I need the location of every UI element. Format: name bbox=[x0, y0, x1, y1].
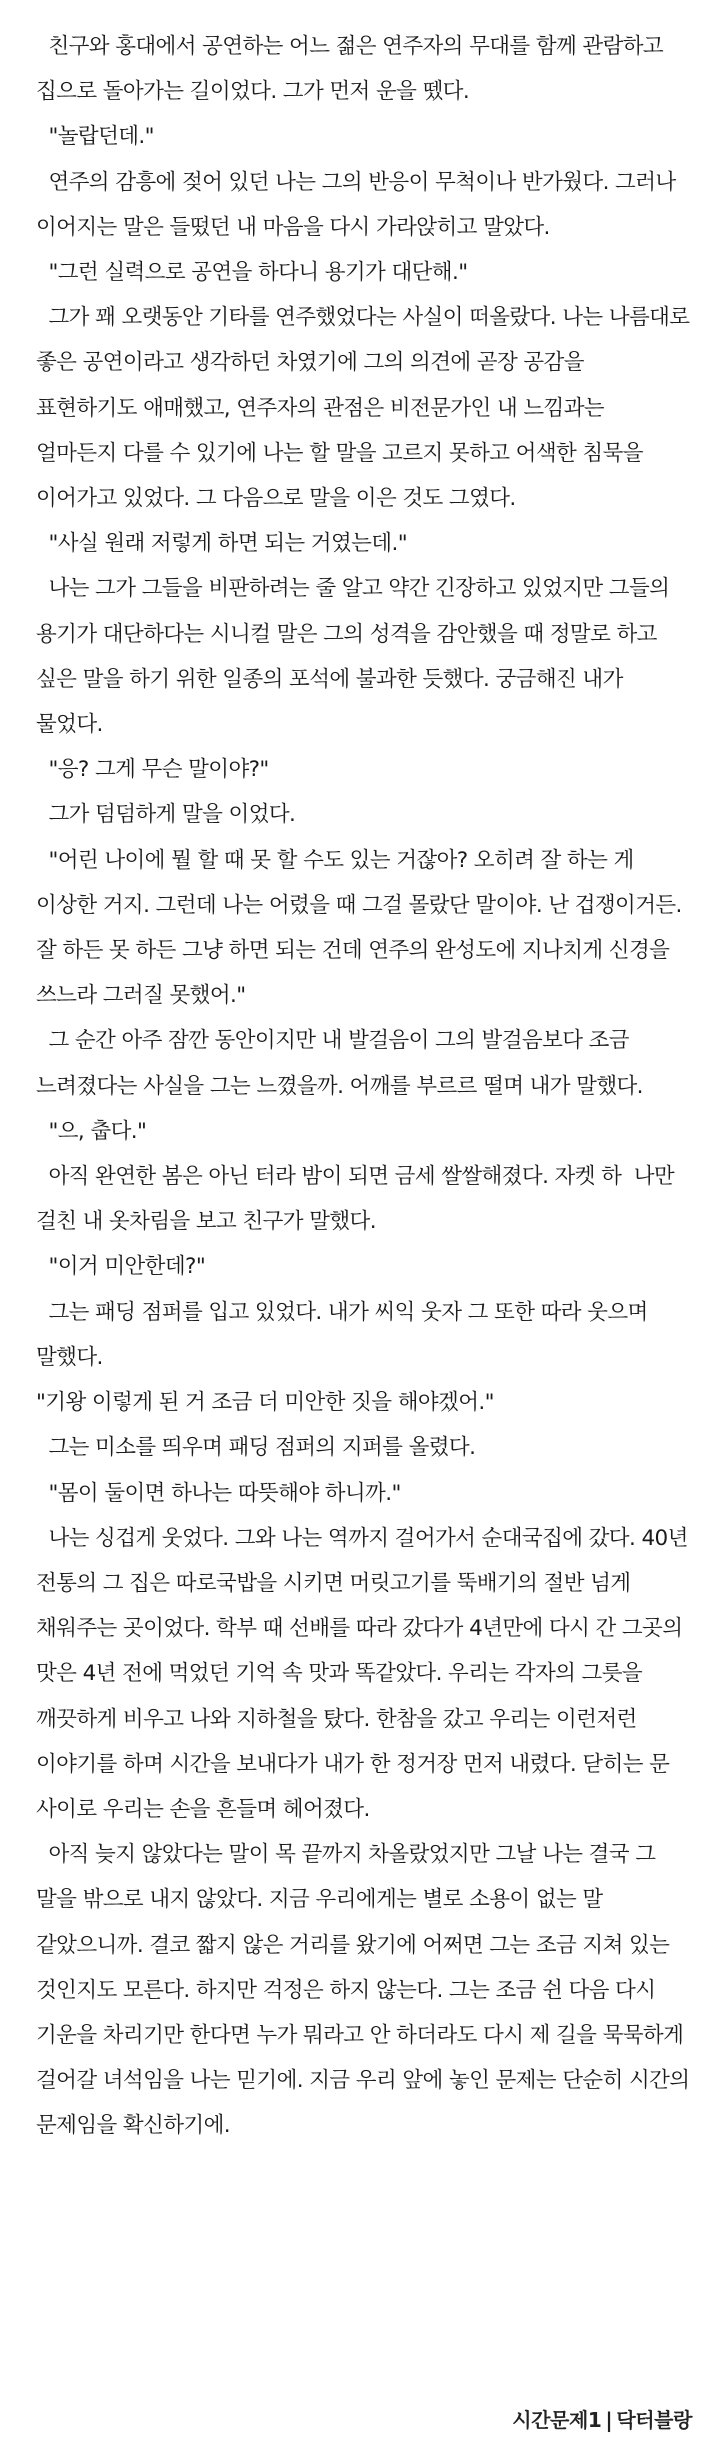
signature-title: 시간문제1 bbox=[512, 2408, 602, 2432]
paragraph: 그는 패딩 점퍼를 입고 있었다. 내가 씨익 웃자 그 또한 따라 웃으며 말했다. bbox=[36, 1299, 654, 1370]
essay-body bbox=[36, 24, 696, 2149]
paragraph: 그가 꽤 오랫동안 기타를 연주했었다는 사실이 떠올랐다. 나는 나름대로 좋은 공연이라고 생각하던 차였기에 그의 의견에 곧장 공감을 표현하기도 애매했고, 연주자의 관점은 비전문가인 내 느낌과는 얼마든지 다를 수 있기에 나는 할 말을 고르지 못하고 어색한 침묵을 이어가고 있었다. 그 다음으로 말을 이은 것도 그였다. bbox=[36, 305, 696, 512]
paragraph: 그가 덤덤하게 말을 이었다. bbox=[36, 802, 296, 828]
paragraph: "몸이 둘이면 하나는 따뜻해야 하니까." bbox=[36, 1480, 401, 1506]
paragraph: 그는 미소를 띄우며 패딩 점퍼의 지퍼를 올렸다. bbox=[36, 1435, 476, 1461]
paragraph: "어린 나이에 뭘 할 때 못 할 수도 있는 거잖아? 오히려 잘 하는 게 이상한 거지. 그런데 나는 어렸을 때 그걸 몰랐단 말이야. 난 겁쟁이거든. 잘 하든 못 하든 그냥 하면 되는 건데 연주의 완성도에 지나치게 신경을 쓰느라 그러질 못했어." bbox=[36, 847, 689, 1009]
paragraph: "사실 원래 저렇게 하면 되는 거였는데." bbox=[36, 531, 407, 557]
paragraph: "으, 춥다." bbox=[36, 1118, 147, 1144]
paragraph: 나는 그가 그들을 비판하려는 줄 알고 약간 긴장하고 있었지만 그들의 용기가 대단하다는 시니컬 말은 그의 성격을 감안했을 때 정말로 하고 싶은 말을 하기 위한 일종의 포석에 불과한 듯했다. 궁금해진 내가 물었다. bbox=[36, 576, 676, 738]
paragraph: "그런 실력으로 공연을 하다니 용기가 대단해." bbox=[36, 260, 468, 286]
paragraph: 아직 늦지 않았다는 말이 목 끝까지 차올랐었지만 그날 나는 결국 그 말을 밖으로 내지 않았다. 지금 우리에게는 별로 소용이 없는 말 같았으니까. 결코 짧지 않은 거리를 왔기에 어쩌면 그는 조금 지쳐 있는 것인지도 모른다. 하지만 걱정은 하지 않는다. 그는 조금 쉰 다음 다시 기운을 차리기만 한다면 누가 뭐라고 안 하더라도 다시 제 길을 묵묵하게 걸어갈 녀석임을 나는 믿기에. 지금 우리 앞에 놓인 문제는 단순히 시간의 문제임을 확신하기에. bbox=[36, 1842, 696, 2139]
signature bbox=[512, 2404, 692, 2433]
paragraph: "놀랍던데." bbox=[36, 124, 154, 150]
paragraph: "이거 미안한데?" bbox=[36, 1254, 206, 1280]
signature-author: 닥터블랑 bbox=[616, 2408, 692, 2432]
paragraph: 친구와 홍대에서 공연하는 어느 젊은 연주자의 무대를 함께 관람하고 집으로 돌아가는 길이었다. 그가 먼저 운을 뗐다. bbox=[36, 34, 670, 105]
paragraph: 연주의 감흥에 젖어 있던 나는 그의 반응이 무척이나 반가웠다. 그러나 이어지는 말은 들떴던 내 마음을 다시 가라앉히고 말았다. bbox=[36, 169, 682, 240]
paragraph: 아직 완연한 봄은 아닌 터라 밤이 되면 금세 쌀쌀해졌다. 자켓 하 나만 걸친 내 옷차림을 보고 친구가 말했다. bbox=[36, 1164, 681, 1235]
paragraph: 나는 싱겁게 웃었다. 그와 나는 역까지 걸어가서 순대국집에 갔다. 40년 전통의 그 집은 따로국밥을 시키면 머릿고기를 뚝배기의 절반 넘게 채워주는 곳이었다. 학부 때 선배를 따라 갔다가 4년만에 다시 간 그곳의 맛은 4년 전에 먹었던 기억 속 맛과 똑같았다. 우리는 각자의 그릇을 깨끗하게 비우고 나와 지하철을 탔다. 한참을 갔고 우리는 이런저런 이야기를 하며 시간을 보내다가 내가 한 정거장 먼저 내렸다. 닫히는 문 사이로 우리는 손을 흔들며 헤어졌다. bbox=[36, 1525, 695, 1822]
signature-separator: | bbox=[605, 2408, 613, 2432]
paragraph: "응? 그게 무슨 말이야?" bbox=[36, 757, 269, 783]
paragraph: 그 순간 아주 잠깐 동안이지만 내 발걸음이 그의 발걸음보다 조금 느려졌다는 사실을 그는 느꼈을까. 어깨를 부르르 떨며 내가 말했다. bbox=[36, 1028, 643, 1099]
paragraph: "기왕 이렇게 된 거 조금 더 미안한 짓을 해야겠어." bbox=[36, 1390, 494, 1416]
